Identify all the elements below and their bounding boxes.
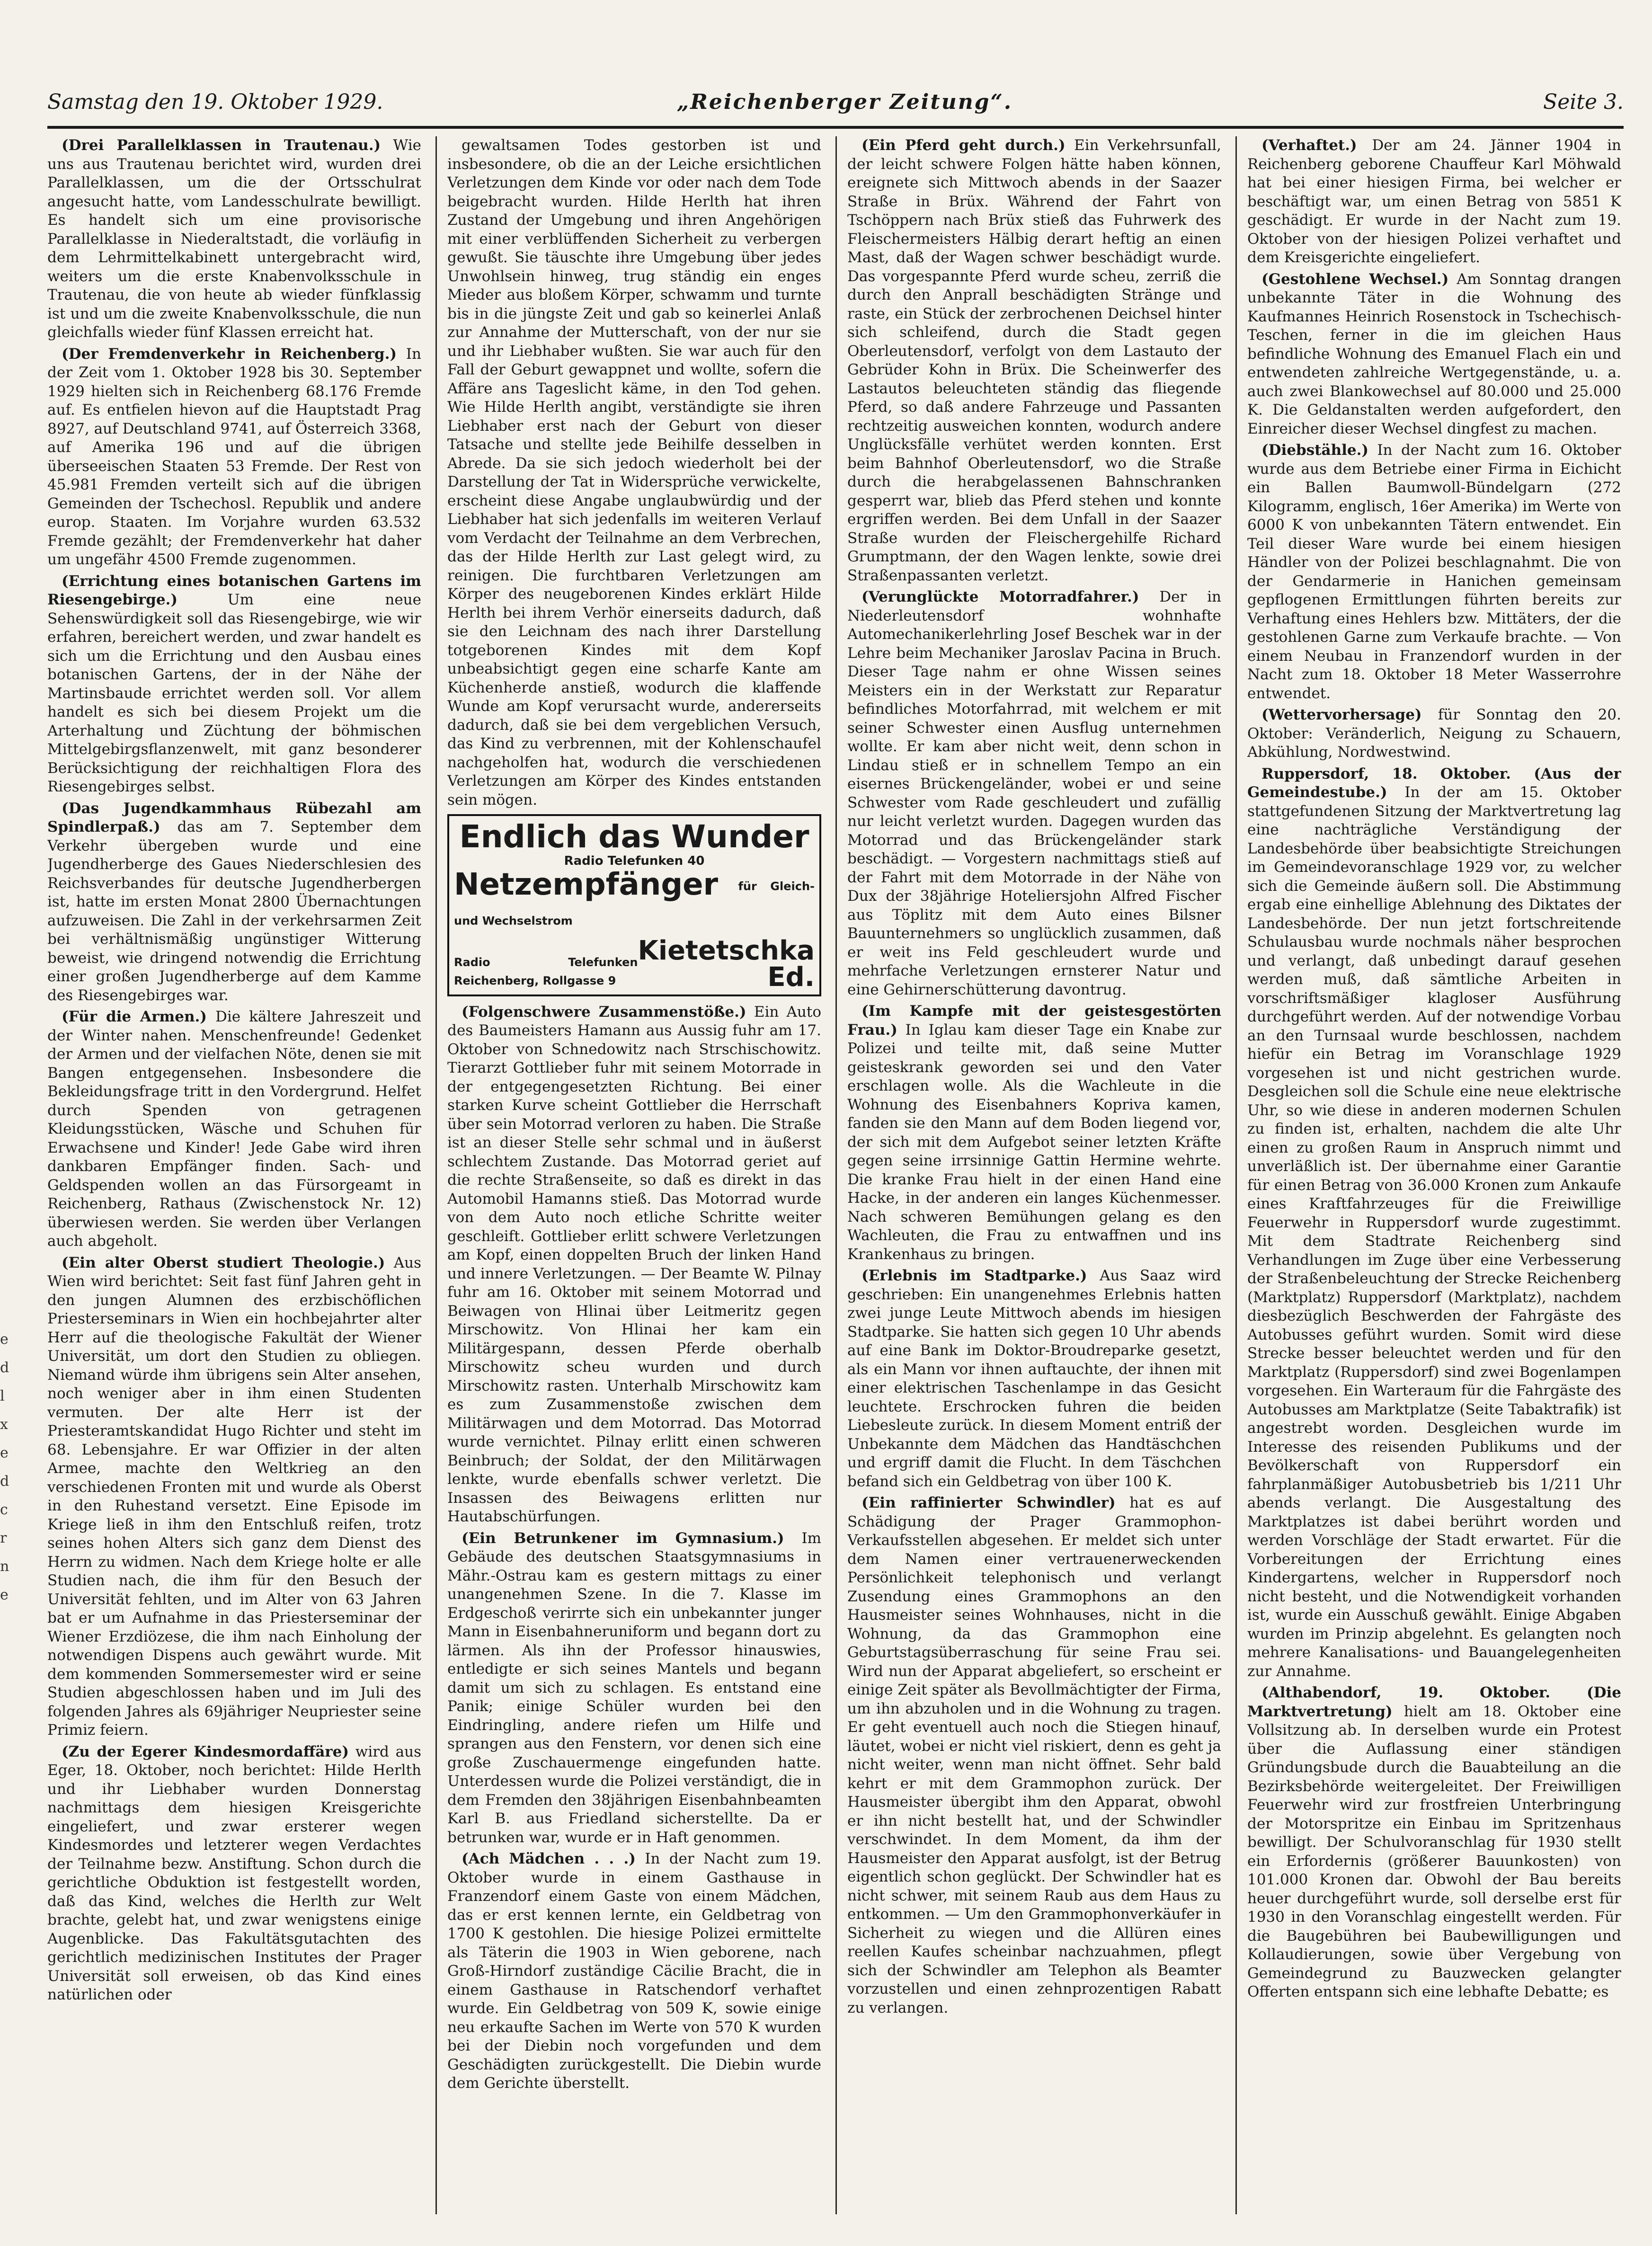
article-body: für Sonntag den 20. Oktober: Veränderlich, Neigung zu Schauern, Abkühlung, Nordwestwind. <box>1247 706 1621 761</box>
article-body: Der in Niederleutensdorf wohnhafte Automechanikerlehrling Josef Beschek war in der Lehre beim Mechaniker Jaroslav Pacina in Bruch. Dieser Tage nahm er ohne Wissen seines Meisters ein in der Werkstatt zur Reparatur befindliches Motorfahrrad, mit welchem er mit seiner Schwester einen Ausflug unternehmen wollte. Er kam aber nicht weit, denn schon in Lindau stieß er in schnellem Tempo an ein eisernes Brückengeländer, wobei er und seine Schwester vom Rade geschleudert und zufällig nur leicht verletzt wurden. Dagegen wurden das Motorrad und das Brückengeländer stark beschädigt. — Vorgestern nachmittags stieß auf der Fahrt mit dem Motorrade in der Nähe von Dux der 38jährige Hoteliersjohn Alfred Fischer aus Töplitz mit dem Auto eines Bilsner Bauunternehmers so unglücklich zusammen, daß er weit ins Feld geschleudert wurde und mehrfache Verletzungen ernsterer Natur und eine Gehirnerschütterung davontrug. <box>847 588 1221 998</box>
news-article <box>847 136 1221 585</box>
edge-letter: d <box>0 1473 9 1490</box>
column-divider <box>435 136 437 2214</box>
article-body: In der Nacht zum 19. Oktober wurde in einem Gasthause in Franzendorf einem Gaste von einem Mädchen, das er erst kennen lernte, ein Geldbetrag von 1700 K gestohlen. Die hiesige Polizei ermittelte als Täterin die 1903 in Wien geborene, nach Groß-Hirndorf zuständige Cäcilie Bracht, die in einem Gasthause in Ratschendorf verhaftet wurde. Ein Geldbetrag von 509 K, sowie einige neu erkaufte Sachen im Werte von 570 K wurden bei der Diebin noch vorgefunden und dem Geschädigten zurückgestellt. Die Diebin wurde dem Gerichte überstellt. <box>447 1850 821 2092</box>
newspaper-title: „Reichenberger Zeitung“. <box>677 90 1013 114</box>
article-body: hielt am 18. Oktober eine Vollsitzung ab. In derselben wurde ein Protest über die Auflassung einer ständigen Gründungsbude durch die Bauabteilung an die Bezirksbehörde weitergeleitet. Der Freiwilligen Feuerwehr wird zur frostfreien Unterbringung der Motorspritze ein Einbau im Spritzenhaus bewilligt. Der Schulvoranschlag für 1930 stellt ein Erfordernis (größerer Bauunkosten) von 101.000 Kronen dar. Obwohl der Bau bereits heuer durchgeführt wurde, soll derselbe erst für 1930 in den Voranschlag eingestellt werden. Für die Baugebühren bei Baubewilligungen und Kollaudierungen, sowie über Vergebung von Gemeindegrund zu Bauzwecken gelangter Offerten entspann sich eine lebhafte Debatte; es <box>1247 1703 1621 2000</box>
article-body: wird aus Eger, 18. Oktober, noch berichtet: Hilde Herlth und ihr Liebhaber wurden Donnerstag nachmittags dem hiesigen Kreisgerichte eingeliefert, und zwar ersterer wegen Kindesmordes und letzterer wegen Verdachtes der Teilnahme bezw. Anstiftung. Schon durch die gerichtliche Obduktion ist festgestellt worden, daß das Kind, welches die Herlth zur Welt brachte, gelebt hat, und zwar wenigstens einige Augenblicke. Das Fakultätsgutachten des gerichtlich medizinischen Institutes der Prager Universität soll erweisen, ob das Kind eines natürlichen oder <box>47 1743 421 2003</box>
article-headline: Ruppersdorf, 18. Oktober. (Aus der Gemeindestube.) <box>1247 765 1621 801</box>
news-article <box>47 799 421 1005</box>
edge-letter: e <box>0 1587 9 1603</box>
edge-letter: c <box>0 1501 8 1518</box>
article-body: Wie uns aus Trautenau berichtet wird, wurden drei Parallelklassen, um die der Ortsschulrat angesucht hatte, vom Landesschulrate bewilligt. Es handelt sich um eine provisorische Parallelklasse in Niederaltstadt, die vorläufig in dem Lehrmittelkabinett untergebracht wird, weiters um die erste Knabenvolksschule in Trautenau, die von heute ab wieder fünfklassig ist und um die zweite Knabenvolksschule, die nun gleichfalls wieder fünf Klassen erreicht hat. <box>47 137 421 341</box>
article-body: gewaltsamen Todes gestorben ist und insbesondere, ob die an der Leiche ersichtlichen Verletzungen dem Kinde vor oder nach dem Tode beigebracht wurden. Hilde Herlth hat ihren Zustand der Umgebung und ihren Angehörigen mit einer verblüffenden Sicherheit zu verbergen gewußt. Sie täuschte ihre Umgebung über jedes Unwohlsein hinweg, trug ständig ein enges Mieder aus bloßem Körper, schwamm und turnte bis in die jüngste Zeit und gab so keinerlei Anlaß zur Annahme der Mutterschaft, von der nur sie und ihr Liebhaber wußten. Sie war auch für den Fall der Geburt gewappnet und wollte, sofern die Affäre ans Tageslicht käme, in den Tod gehen. Wie Hilde Herlth angibt, verständigte sie ihren Liebhaber erst nach der Geburt von dieser Tatsache und stellte jede Beihilfe desselben in Abrede. Da sie sich jedoch wiederholt bei der Darstellung der Tat in Widersprüche verwickelte, erscheint diese Angabe unglaubwürdig und der Liebhaber hat sich jedenfalls im weiteren Verlauf vom Verdacht der Teilnahme an dem Verbrechen, das der Hilde Herlth zur Last gelegt wird, zu reinigen. Die furchtbaren Verletzungen am Körper des neugeborenen Kindes erklärt Hilde Herlth bei ihrem Verhör einerseits dadurch, daß sie den Leichnam des nach ihrer Darstellung totgeborenen Kindes mit dem Kopf unbeabsichtigt gegen eine scharfe Kante am Küchenherde anstieß, wodurch die klaffende Wunde am Kopf verursacht wurde, andererseits dadurch, daß sie bei dem vergeblichen Versuch, das Kind zu verbrennen, mit der Kohlenschaufel nachgeholfen hat, wodurch die verschiedenen Verletzungen am Körper des Kindes entstanden sein mögen. <box>447 137 821 808</box>
ad-footer <box>454 935 815 993</box>
article-body: Am Sonntag drangen unbekannte Täter in die Wohnung des Kaufmannes Heinrich Rosenstock in Tschechisch-Teschen, ferner in die im gleichen Haus befindliche Wohnung des Emanuel Flach ein und entwendeten zahlreiche Wertgegenstände, u. a. auch zwei Blankowechsel auf 80.000 und 25.000 K. Die Geldanstalten werden aufgefordert, den Einreicher dieser Wechsel dingfest zu machen. <box>1247 270 1621 437</box>
article-body: In Iglau kam dieser Tage ein Knabe zur Polizei und teilte mit, daß seine Mutter geisteskrank geworden sei und den Vater erschlagen wolle. Als die Wachleute in die Wohnung des Eisenbahners Kopriva kamen, fanden sie den Mann auf dem Boden liegend vor, der sich mit dem Aufgebot seiner letzten Kräfte gegen seine irrsinnige Gattin Hermine wehrte. Die kranke Frau hielt in der einen Hand eine Hacke, in der anderen ein langes Küchenmesser. Nach schweren Bemühungen gelang es den Wachleuten, die Frau zu entwaffnen und ins Krankenhaus zu bringen. <box>847 1021 1221 1263</box>
article-body: hat es auf Schädigung der Prager Grammophon-Verkaufsstellen abgesehen. Er meldet sich unter dem Namen einer vertrauenerweckenden Persönlichkeit telephonisch und verlangt Zusendung eines Grammophons an den Hausmeister seines Wohnhauses, nicht in die Wohnung, da das Grammophon eine Geburtstagsüberraschung für seine Frau sei. Wird nun der Apparat abgeliefert, so erscheint er einige Zeit später als Bevollmächtigter der Firma, um ihn abzuholen und in die Wohnung zu tragen. Er geht eventuell auch noch die Stiegen hinauf, läutet, wobei er nicht viel riskiert, denn es geht ja nicht weiter, wenn man nicht öffnet. Sehr bald kehrt er mit dem Grammophon zurück. Der Hausmeister übergibt ihm den Apparat, obwohl er ihn nicht bestellt hat, und der Schwindler verschwindet. In dem Moment, da ihm der Hausmeister den Apparat ausfolgt, ist der Betrug eigentlich schon geglückt. Der Schwindler hat es nicht schwer, mit seinem Raub aus dem Haus zu entkommen. — Um den Grammophonverkäufer in Sicherheit zu wiegen und die Allüren eines reellen Kaufes scheinbar nachzuahmen, pflegt sich der Schwindler am Telephon als Beamter vorzustellen und einen zehnprozentigen Rabatt zu verlangen. <box>847 1494 1221 2016</box>
article-body: Aus Wien wird berichtet: Seit fast fünf Jahren geht in den jungen Alumnen des erzbischöflichen Priesterseminars in Wien ein hochbejahrter alter Herr auf die theologische Fakultät der Wiener Universität, um dort den Studien zu obliegen. Niemand würde ihm übrigens sein Alter ansehen, noch weniger aber in ihm einen Studenten vermuten. Der alte Herr ist der Priesteramtskandidat Hugo Richter und steht im 68. Lebensjahre. Er war Offizier in der alten Armee, machte den Weltkrieg an den verschiedenen Fronten mit und wurde als Oberst in den Ruhestand versetzt. Eine Episode im Kriege ließ in ihm den Entschluß reifen, trotz seines hohen Alters sich ganz dem Dienst des Herrn zu widmen. Nach dem Kriege holte er alle Studien nach, die ihm für den Besuch der Universität fehlten, und im Alter von 63 Jahren bat er um Aufnahme in das Priesterseminar der Wiener Erzdiözese, die ihm nach Einholung der notwendigen Dispens auch gewährt wurde. Mit dem kommenden Sommersemester wird er seine Studien abgeschlossen haben und im Juli des folgenden Jahres als 69jähriger Neupriester seine Primiz feiern. <box>47 1254 421 1739</box>
ad-product-note: für Gleich- und Wechselstrom <box>454 879 815 928</box>
column-1 <box>47 136 421 2214</box>
news-article <box>447 1850 821 2093</box>
article-body: Die kältere Jahreszeit und der Winter nahen. Menschenfreunde! Gedenket der Armen und der vielfachen Nöte, denen sie mit Bangen entgegensehen. Insbesondere die Bekleidungsfrage tritt in den Vordergrund. Helfet durch Spenden von getragenen Kleidungsstücken, Wäsche und Schuhen für Erwachsene und Kinder! Jede Gabe wird ihren dankbaren Empfänger finden. Sach- und Geldspenden wollen an das Fürsorgeamt in Reichenberg, Rathaus (Zwischenstock Nr. 12) überwiesen werden. Sie werden über Verlangen auch abgeholt. <box>47 1008 421 1250</box>
article-headline: (Das Jugendkammhaus Rübezahl am Spindlerpaß.) <box>47 799 421 835</box>
ad-product <box>454 868 815 938</box>
article-headline: (Althabendorf, 19. Oktober. (Die Marktvertretung) <box>1247 1684 1621 1720</box>
newspaper-page <box>47 80 1624 2220</box>
edge-letter: n <box>0 1558 9 1575</box>
article-headline: (Ein alter Oberst studiert Theologie.) <box>62 1254 385 1271</box>
article-headline: (Erlebnis im Stadtparke.) <box>862 1267 1087 1284</box>
article-headline: (Folgenschwere Zusammenstöße.) <box>462 1003 746 1021</box>
edge-letter: e <box>0 1445 9 1461</box>
article-headline: (Errichtung eines botanischen Gartens im Riesengebirge.) <box>47 572 421 608</box>
news-article <box>1247 765 1621 1681</box>
article-body: Der am 24. Jänner 1904 in Reichenberg geborene Chauffeur Karl Möhwald hat bei einer hiesigen Firma, bei welcher er beschäftigt war, um einen Betrag von 5851 K geschädigt. Er wurde in der Nacht zum 19. Oktober von der hiesigen Polizei verhaftet und dem Kreisgerichte eingeliefert. <box>1247 137 1621 266</box>
news-article <box>847 1494 1221 2017</box>
edge-letter: l <box>0 1388 5 1404</box>
article-headline: (Ein raffinierter Schwindler) <box>862 1494 1116 1511</box>
article-headline: (Gestohlene Wechsel.) <box>1261 270 1449 288</box>
column-divider <box>1235 136 1237 2214</box>
ad-subline: Radio Telefunken 40 <box>564 854 705 868</box>
ad-product-name: Netzempfänger <box>454 867 719 902</box>
article-headline: (Wettervorhersage) <box>1261 706 1422 723</box>
article-headline: (Der Fremdenverkehr in Reichenberg.) <box>62 345 397 363</box>
header-rule <box>47 126 1624 129</box>
article-headline: (Im Kampfe mit der geistesgestörten Frau.) <box>847 1003 1221 1039</box>
edge-letter: r <box>0 1530 7 1546</box>
article-headline: (Diebstähle.) <box>1261 442 1369 459</box>
article-body: Im Gebäude des deutschen Staatsgymnasiums in Mähr.-Ostrau kam es gestern mittags zu einer unangenehmen Szene. In die 7. Klasse im Erdgeschoß verirrte sich ein unbekannter junger Mann in Eisenbahneruniform und begann dort zu lärmen. Als ihn der Professor hinauswies, entledigte er sich seines Mantels und begann damit um sich zu schlagen. Es entstand eine Panik; einige Schüler wurden bei den Eindringling, andere riefen um Hilfe und sprangen aus den Fenstern, vor denen sich eine große Zuschauermenge eingefunden hatte. Unterdessen wurde die Polizei verständigt, die in dem Fremden den 38jährigen Eisenbahnbeamten Karl B. aus Friedland sicherstellte. Da er betrunken war, wurde er in Haft genommen. <box>447 1529 821 1846</box>
article-headline: (Ein Betrunkener im Gymnasium.) <box>462 1529 784 1547</box>
news-article <box>47 1008 421 1251</box>
edge-letter: e <box>0 1331 9 1348</box>
masthead <box>47 80 1624 123</box>
edge-letter: d <box>0 1359 9 1376</box>
news-article <box>47 1254 421 1740</box>
column-2 <box>447 136 821 2214</box>
issue-date: Samstag den 19. Oktober 1929. <box>47 90 383 114</box>
edge-letter: x <box>0 1416 8 1433</box>
page-number: Seite 3. <box>1543 90 1624 114</box>
article-body: Ein Verkehrsunfall, der leicht schwere Folgen hätte haben können, ereignete sich Mittwoch abends in der Saazer Straße in Brüx. Während der Fahrt von Tschöppern nach Brüx stieß das Fuhrwerk des Fleischermeisters Hälbig derart heftig an einen Mast, daß der Wagen schwer beschädigt wurde. Das vorgespannte Pferd wurde scheu, zerriß die durch den Anprall beschädigten Stränge und raste, ein Stück der zerbrochenen Deichsel hinter sich schleifend, durch die Stadt gegen Oberleutensdorf, verfolgt von dem Lastauto der Gebrüder Kohn in Brüx. Die Scheinwerfer des Lastautos beleuchteten ständig das fliegende Pferd, so daß andere Fahrzeuge und Passanten rechtzeitig ausweichen konnten, wodurch andere Unglücksfälle verhütet werden konnten. Erst beim Bahnhof Oberleutensdorf, wo die Straße durch die herabgelassenen Bahnschranken gesperrt war, blieb das Pferd stehen und konnte ergriffen werden. Bei dem Unfall in der Saazer Straße wurden der Fleischergehilfe Richard Grumptmann, der den Wagen lenkte, sowie drei Straßenpassanten verletzt. <box>847 137 1221 584</box>
news-article <box>447 136 821 809</box>
news-article <box>1247 1684 1621 2002</box>
ad-address: Radio Telefunken Reichenberg, Rollgasse 9 <box>454 955 638 988</box>
radio-advertisement <box>447 814 821 996</box>
ad-dealer: Kietetschka Ed. <box>638 935 815 993</box>
article-body: Um eine neue Sehenswürdigkeit soll das Riesengebirge, wie wir erfahren, bereichert werden, und zwar handelt es sich um die Errichtung und den Ausbau eines botanischen Gartens, der in der Nähe der Martinsbaude errichtet werden soll. Vor allem handelt es sich bei diesem Projekt um die Arterhaltung und Züchtung der böhmischen Mittelgebirgsflanzenwelt, mit ganz besonderer Berücksichtigung der reichhaltigen Flora des Riesengebirges selbst. <box>47 591 421 795</box>
news-article <box>47 572 421 797</box>
article-headline: (Drei Parallelklassen in Trautenau.) <box>62 137 381 154</box>
news-article <box>1247 136 1621 267</box>
ad-headline: Endlich das Wunder <box>459 818 809 855</box>
news-article <box>447 1529 821 1847</box>
news-article <box>47 1743 421 2005</box>
news-article <box>47 345 421 569</box>
news-article <box>1247 441 1621 703</box>
news-article <box>447 1003 821 1527</box>
article-headline: (Ach Mädchen . . .) <box>462 1850 636 1868</box>
article-body: In der Nacht zum 16. Oktober wurde aus dem Betriebe einer Firma in Eichicht ein Ballen Baumwoll-Bündelgarn (272 Kilogramm, englisch, 16er Amerika) im Werte von 6000 K von unbekannten Tätern entwendet. Ein Teil dieser Ware wurde bei einem hiesigen Händler von der Polizei beschlagnahmt. Die von der Gendarmerie in Hanichen gemeinsam gepflogenen Ermittlungen führten bereits zur Verhaftung eines Hehlers bzw. Mittäters, der die gestohlenen Garne zum Verkaufe brachte. — Von einem Neubau in Franzendorf wurden in der Nacht zum 18. Oktober 18 Meter Wasserrohre entwendet. <box>1247 442 1621 702</box>
article-body: Aus Saaz wird geschrieben: Ein unangenehmes Erlebnis hatten zwei junge Leute Mittwoch abends im hiesigen Stadtparke. Sie hatten sich gegen 10 Uhr abends auf eine Bank im Doktor-Broudreparke gesetzt, als ein Mann vor ihnen auftauchte, der ihnen mit einer elektrischen Taschenlampe in das Gesicht leuchtete. Erschrocken fuhren die beiden Liebesleute zurück. In diesem Moment entriß der Unbekannte dem Mädchen das Handtäschchen und ergriff damit die Flucht. In dem Täschchen befand sich ein Geldbetrag von über 100 K. <box>847 1267 1221 1490</box>
news-article <box>1247 270 1621 439</box>
article-headline: (Für die Armen.) <box>62 1008 207 1025</box>
article-body: In der am 15. Oktober stattgefundenen Sitzung der Marktvertretung lag eine nachträgliche Verständigung der Landesbehörde über beabsichtigte Streichungen im Gemeindevoranschlage 1929 vor, zu welcher sich die Gemeinde äußern soll. Die Abstimmung ergab eine einhellige Ablehnung des Diktates der Landesbehörde. Der nun jetzt fortschreitende Schulausbau wurde nochmals näher besprochen und verlangt, daß unbedingt darauf gesehen werden muß, daß sämtliche Arbeiten in vorschriftsmäßiger klagloser Ausführung durchgeführt werden. Auf der notwendige Vorbau an den Turnsaal wurde beschlossen, nachdem hiefür ein Betrag im Voranschlage 1929 vorgesehen ist und nicht gestrichen wurde. Desgleichen soll die Schule eine neue elektrische Uhr, so wie diese in anderen modernen Schulen zu finden ist, erhalten, nachdem die alte Uhr einen zu großen Raum in Anspruch nimmt und unverläßlich ist. Der übernahme einer Garantie für einen Betrag von 36.000 Kronen zum Ankaufe eines Kraftfahrzeuges für die Freiwillige Feuerwehr in Ruppersdorf wurde zugestimmt. Mit dem Stadtrate Reichenberg sind Verhandlungen im Zuge über eine Verbesserung der Straßenbeleuchtung der Strecke Reichenberg (Marktplatz) Ruppersdorf (Marktplatz), nachdem diesbezüglich Beschwerden der Fahrgäste des Autobusses geführt wurden. Somit wird diese Strecke besser beleuchtet werden und für den Marktplatz (Ruppersdorf) sind zwei Bogenlampen vorgesehen. Ein Warteraum für die Fahrgäste des Autobusses am Marktplatze (Seite Tabaktrafik) ist angestrebt worden. Desgleichen wurde im Interesse des reisenden Publikums und der Bevölkerschaft von Ruppersdorf ein fahrplanmäßiger Autobusbetrieb bis 1/211 Uhr abends verlangt. Die Ausgestaltung des Marktplatzes ist dabei berührt worden und werden Vorschläge der Stadt erwartet. Für die Vorbereitungen der Errichtung eines Kindergartens, welcher in Ruppersdorf noch nicht besteht, und die Notwendigkeit vorhanden ist, wurde ein Ausschuß gewählt. Einige Abgaben wurden im Prinzip abgelehnt. Es gelangten noch mehrere Kanalisations- und Bauangelegenheiten zur Annahme. <box>1247 784 1621 1680</box>
news-article <box>1247 706 1621 762</box>
news-article <box>847 1002 1221 1264</box>
column-3 <box>847 136 1221 2214</box>
news-article <box>47 136 421 342</box>
article-headline: (Verhaftet.) <box>1261 137 1357 154</box>
article-body: Ein Auto des Baumeisters Hamann aus Aussig fuhr am 17. Oktober von Schnedowitz nach Strschischowitz. Tierarzt Gottlieber fuhr mit seinem Motorrade in der entgegengesetzten Richtung. Bei einer starken Kurve scheint Gottlieber die Herrschaft über sein Motorrad verloren zu haben. Die Straße ist an dieser Stelle sehr schmal und in äußerst schlechtem Zustande. Das Motorrad geriet auf die rechte Straßenseite, so daß es direkt in das Automobil Hamanns stieß. Das Motorrad wurde von dem Auto noch etliche Schritte weiter geschleift. Gottlieber erlitt schwere Verletzungen am Kopf, einen doppelten Bruch der linken Hand und innere Verletzungen. — Der Beamte W. Pilnay fuhr am 16. Oktober mit seinem Motorrad und Beiwagen von Hlinai über Leitmeritz gegen Mirschowitz. Von Hlinai her kam ein Militärgespann, dessen Pferde oberhalb Mirschowitz scheu wurden und durch Mirschowitz rasten. Unterhalb Mirschowitz kam es zum Zusammenstoße zwischen dem Militärwagen und dem Motorrad. Das Motorrad wurde vernichtet. Pilnay erlitt einen schweren Beinbruch; der Soldat, der den Militärwagen lenkte, wurde ebenfalls schwer verletzt. Die Insassen des Beiwagens erlitten nur Hautabschürfungen. <box>447 1003 821 1526</box>
article-headline: (Zu der Egerer Kindesmordaffäre) <box>62 1743 349 1760</box>
article-body: In der Zeit vom 1. Oktober 1928 bis 30. September 1929 hielten sich in Reichenberg 68.176 Fremde auf. Es entfielen hievon auf die Hauptstadt Prag 8927, auf Deutschland 9741, auf Österreich 3368, auf Amerika 196 und auf die übrigen überseeischen Staaten 53 Fremde. Der Rest von 45.981 Fremden verteilt sich auf die übrigen Gemeinden der Tschechosl. Republik und andere europ. Staaten. Im Vorjahre wurden 63.532 Fremde gezählt; der Fremdenverkehr hat daher um ungefähr 4500 Fremde zugenommen. <box>47 345 421 568</box>
adjacent-page-edge <box>0 1325 19 1988</box>
news-article <box>847 1267 1221 1491</box>
article-body: das am 7. September dem Verkehr übergeben wurde und eine Jugendherberge des Gaues Niederschlesien des Reichsverbandes für deutsche Jugendherbergen ist, hatte im ersten Monat 2800 Übernachtungen aufzuweisen. Die Zahl in der verkehrsarmen Zeit bei verhältnismäßig ungünstiger Witterung beweist, wie dringend notwendig die Errichtung einer großen Jugendherberge auf dem Kamme des Riesengebirges war. <box>47 818 421 1004</box>
article-headline: (Verunglückte Motorradfahrer.) <box>862 588 1139 605</box>
column-4 <box>1247 136 1621 2214</box>
column-divider <box>835 136 837 2214</box>
article-headline: (Ein Pferd geht durch.) <box>862 137 1066 154</box>
news-article <box>847 588 1221 999</box>
